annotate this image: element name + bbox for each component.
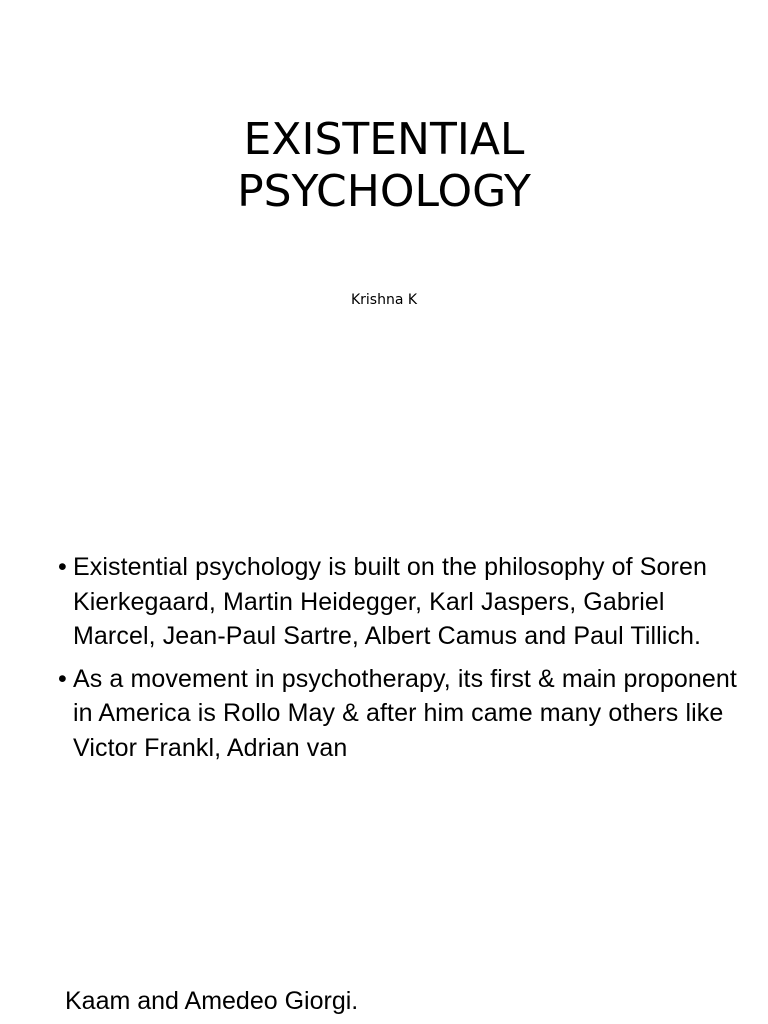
bullet-list	[58, 550, 738, 773]
bullet-dot-icon: •	[58, 553, 67, 581]
bullet-item	[58, 662, 738, 766]
bullet-dot-icon: •	[58, 664, 67, 693]
bullet-text: As a movement in psychotherapy, its first & main proponent in America is Rollo May & after him came many others like Victor Frankl, Adrian van	[73, 664, 737, 762]
slide-title-line-1: EXISTENTIAL	[243, 114, 525, 165]
bullet-item	[58, 550, 738, 654]
slide-title-line-2: PSYCHOLOGY	[237, 166, 531, 217]
bullet-continuation-text: Kaam and Amedeo Giorgi.	[65, 987, 359, 1015]
slide-title	[0, 114, 768, 218]
bullet-text: Existential psychology is built on the philosophy of Soren Kierkegaard, Martin Heidegger, Karl Jaspers, Gabriel Marcel, Jean-Paul Sartre, Albert Camus and Paul Tillich.	[73, 553, 707, 650]
author-name: Krishna K	[350, 292, 418, 308]
